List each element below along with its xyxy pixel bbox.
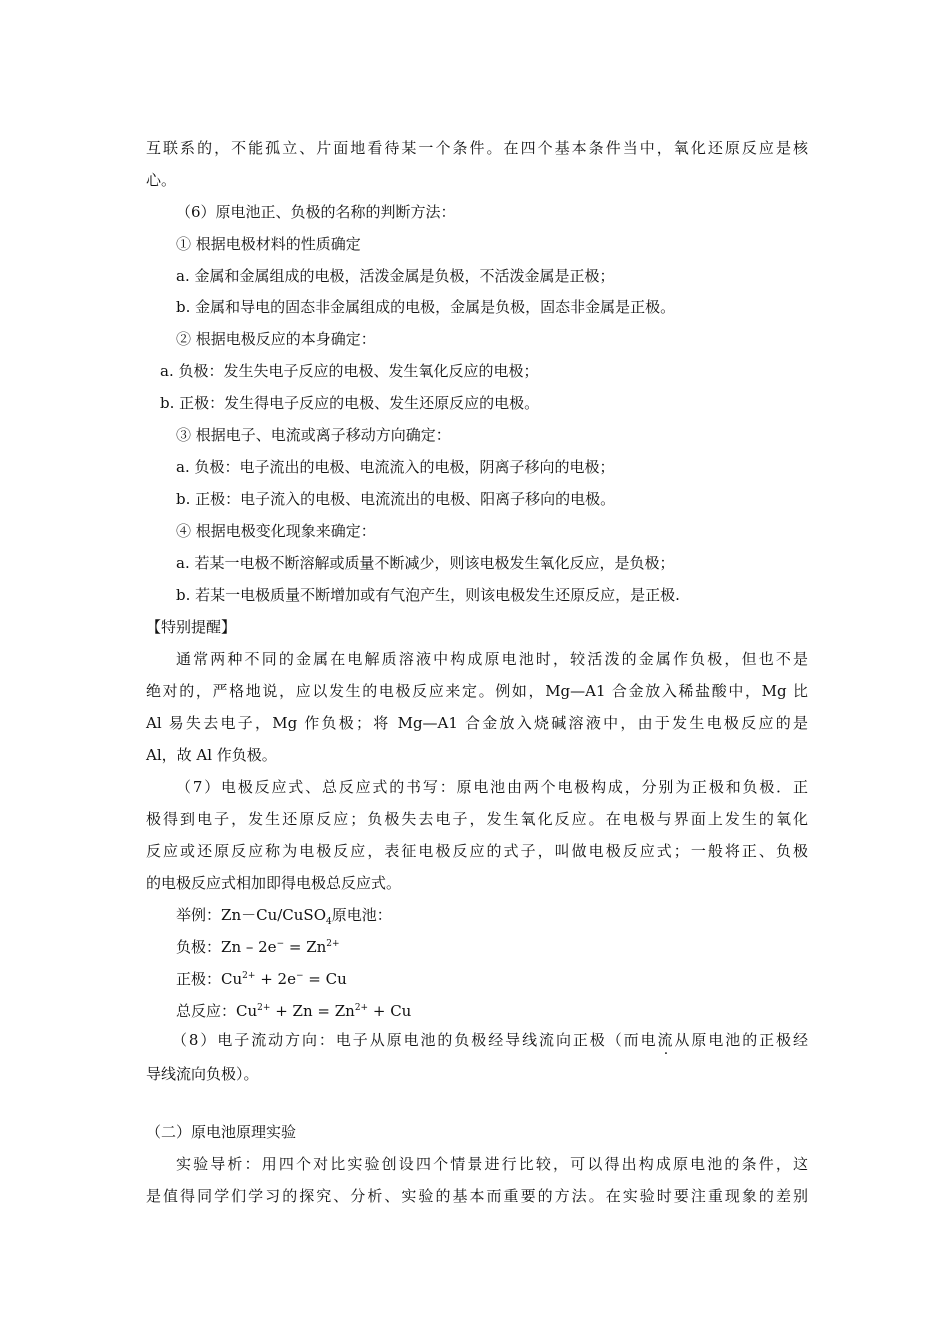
text-line: b. 若某一电极质量不断增加或有气泡产生，则该电极发生还原反应，是正极. <box>176 586 680 604</box>
text-line: a. 负极：发生失电子反应的电极、发生氧化反应的电极； <box>160 362 539 380</box>
equation-part: + 2e <box>255 970 296 988</box>
text-line: 心。 <box>146 171 177 189</box>
text-line: 是值得同学们学习的探究、分析、实验的基本而重要的方法。在实验时要注重现象的差别 <box>146 1187 808 1205</box>
equation-part: Cu <box>221 970 243 988</box>
equation-part: = Zn <box>284 938 327 956</box>
text-line: ① 根据电极材料的性质确定 <box>176 235 361 253</box>
text-line: a. 负极：电子流出的电极、电流流入的电极，阴离子移向的电极； <box>176 458 615 476</box>
superscript: 2+ <box>326 939 340 949</box>
text-line: 极得到电子，发生还原反应；负极失去电子，发生氧化反应。在电极与界面上发生的氧化 <box>146 810 808 828</box>
section-heading: （6）原电池正、负极的名称的判断方法： <box>176 203 456 221</box>
superscript: 2+ <box>242 971 256 981</box>
example-formula: Zn－Cu/CuSO <box>221 906 327 924</box>
text-line: 通常两种不同的金属在电解质溶液中构成原电池时，较活泼的金属作负极，但也不是 <box>176 650 808 668</box>
text-line: 的电极反应式相加即得电极总反应式。 <box>146 874 402 892</box>
superscript: − <box>276 939 285 949</box>
text-line: 实验导析：用四个对比实验创设四个情景进行比较，可以得出构成原电池的条件，这 <box>176 1155 808 1173</box>
text-line: ④ 根据电极变化现象来确定： <box>176 522 376 540</box>
text-line: b. 正极：发生得电子反应的电极、发生还原反应的电极。 <box>160 394 540 412</box>
text-line: a. 若某一电极不断溶解或质量不断减少，则该电极发生氧化反应，是负极； <box>176 554 675 572</box>
text-line: Al，故 Al 作负极。 <box>146 746 277 764</box>
text-part: （8）电子流动方向：电子从原电池的负极经导线流向正极（而电 <box>172 1031 658 1049</box>
text-line: b. 正极：电子流入的电极、电流流出的电极、阳离子移向的电极。 <box>176 490 616 508</box>
subscript: 4 <box>326 917 332 927</box>
equation-part: Cu <box>236 1002 258 1020</box>
text-line: a. 金属和金属组成的电极，活泼金属是负极，不活泼金属是正极； <box>176 267 615 285</box>
special-reminder-heading: 【特别提醒】 <box>146 618 237 636</box>
section-heading: （7）电极反应式、总反应式的书写：原电池由两个电极构成，分别为正极和负极．正 <box>176 778 808 796</box>
equation-part: Zn – 2e <box>221 938 277 956</box>
subsection-heading: （二）原电池原理实验 <box>146 1123 297 1141</box>
text-part: 从原电池的正极经 <box>674 1031 808 1049</box>
example-tail: 原电池： <box>331 906 392 924</box>
text-line: 导线流向负极）。 <box>146 1065 259 1083</box>
text-line: ② 根据电极反应的本身确定： <box>176 330 376 348</box>
example-label: 举例： <box>176 906 222 924</box>
superscript: 2+ <box>354 1003 369 1013</box>
superscript: 2+ <box>257 1003 271 1013</box>
emphasis-mark-text: 流 <box>657 1031 675 1049</box>
text-line: 反应或还原反应称为电极反应，表征电极反应的式子，叫做电极反应式；一般将正、负极 <box>146 842 808 860</box>
negative-electrode-equation <box>176 937 340 957</box>
equation-label: 正极： <box>176 970 222 988</box>
text-line: 互联系的，不能孤立、片面地看待某一个条件。在四个基本条件当中，氧化还原反应是核 <box>146 139 808 157</box>
equation-label: 负极： <box>176 938 222 956</box>
equation-label: 总反应： <box>176 1002 237 1020</box>
text-line: 绝对的，严格地说，应以发生的电极反应来定。例如，Mg—A1 合金放入稀盐酸中，Mg 比 <box>146 682 808 700</box>
example-line <box>176 905 392 925</box>
equation-part: + Zn = Zn <box>270 1002 355 1020</box>
positive-electrode-equation <box>176 969 347 989</box>
superscript: − <box>295 971 304 981</box>
text-line: ③ 根据电子、电流或离子移动方向确定： <box>176 426 451 444</box>
text-line: Al 易失去电子，Mg 作负极；将 Mg—A1 合金放入烧碱溶液中，由于发生电极反应的是 <box>146 714 808 732</box>
equation-part: = Cu <box>303 970 347 988</box>
equation-part: + Cu <box>368 1002 412 1020</box>
text-line: b. 金属和导电的固态非金属组成的电极，金属是负极，固态非金属是正极。 <box>176 298 676 316</box>
section-heading <box>172 1030 808 1050</box>
total-reaction-equation <box>176 1001 411 1021</box>
